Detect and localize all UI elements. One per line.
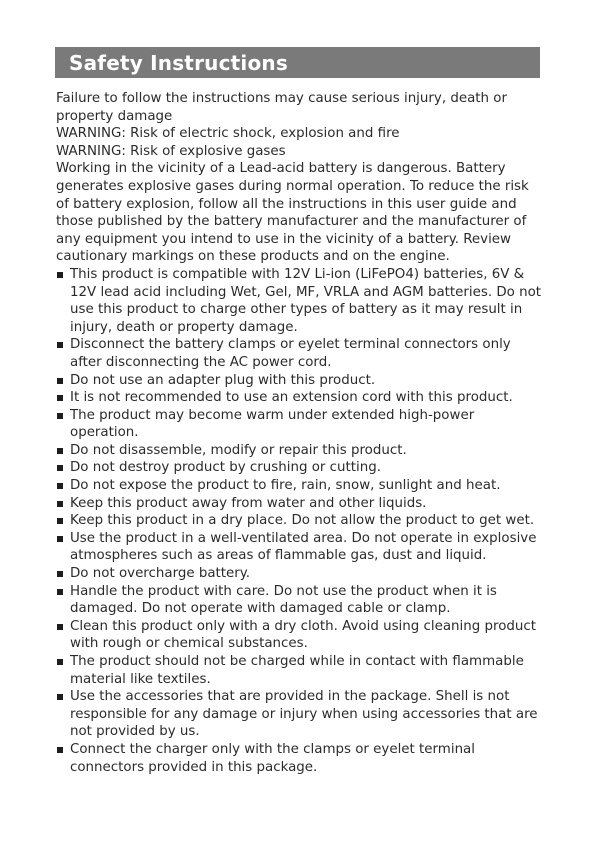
intro-paragraph: Working in the vicinity of a Lead-acid battery is dangerous. Battery generates explosive gases during normal operation. To reduce the risk of battery explosion, follow all the instructions in this user guide and those published by the battery manufacturer and the manufacturer of any equipment you intend to use in the vicinity of a battery. Review cautionary markings on these products and on the engine. xyxy=(56,161,529,265)
list-item-text: Do not expose the product to fire, rain, snow, sunlight and heat. xyxy=(70,478,501,494)
list-item xyxy=(56,565,542,583)
section-title: Safety Instructions xyxy=(69,50,288,75)
square-bullet-icon xyxy=(57,342,63,348)
list-item xyxy=(56,741,542,776)
square-bullet-icon xyxy=(57,272,63,278)
section-header-banner xyxy=(55,47,540,78)
square-bullet-icon xyxy=(57,624,63,630)
intro-paragraph: Failure to follow the instructions may cause serious injury, death or property damage xyxy=(56,91,507,124)
square-bullet-icon xyxy=(57,518,63,524)
list-item-text: Do not overcharge battery. xyxy=(70,566,251,582)
list-item-text: The product may become warm under extended high-power operation. xyxy=(70,407,475,441)
square-bullet-icon xyxy=(57,413,63,419)
list-item xyxy=(56,583,542,618)
square-bullet-icon xyxy=(57,501,63,507)
list-item xyxy=(56,618,542,653)
list-item-text: Handle the product with care. Do not use the product when it is damaged. Do not operate with damaged cable or clamp. xyxy=(70,583,497,617)
square-bullet-icon xyxy=(57,395,63,401)
list-item-text: Use the product in a well-ventilated area. Do not operate in explosive atmospheres such as areas of flammable gas, dust and liquid. xyxy=(70,530,537,564)
instructions-body xyxy=(56,90,542,776)
list-item xyxy=(56,688,542,741)
square-bullet-icon xyxy=(57,659,63,665)
list-item xyxy=(56,389,542,407)
list-item xyxy=(56,512,542,530)
square-bullet-icon xyxy=(57,448,63,454)
square-bullet-icon xyxy=(57,747,63,753)
list-item-text: Do not use an adapter plug with this product. xyxy=(70,372,376,388)
list-item xyxy=(56,407,542,442)
list-item xyxy=(56,459,542,477)
list-item xyxy=(56,266,542,336)
list-item-text: The product should not be charged while in contact with flammable material like textiles. xyxy=(70,654,524,687)
list-item xyxy=(56,653,542,688)
list-item-text: This product is compatible with 12V Li-ion (LiFePO4) batteries, 6V & 12V lead acid including Wet, Gel, MF, VRLA and AGM batteries. Do not use this product to charge other types of battery as it may result in injury, death or property damage. xyxy=(70,266,542,335)
list-item xyxy=(56,372,542,390)
square-bullet-icon xyxy=(57,483,63,489)
square-bullet-icon xyxy=(57,536,63,542)
list-item-text: It is not recommended to use an extension cord with this product. xyxy=(70,390,513,406)
warning-line: WARNING: Risk of electric shock, explosion and fire xyxy=(56,126,400,142)
square-bullet-icon xyxy=(57,571,63,577)
list-item-text: Do not destroy product by crushing or cutting. xyxy=(70,460,381,476)
list-item-text: Use the accessories that are provided in the package. Shell is not responsible for any damage or injury when using accessories that are not provided by us. xyxy=(70,689,538,740)
square-bullet-icon xyxy=(57,465,63,471)
list-item xyxy=(56,495,542,513)
list-item-text: Connect the charger only with the clamps or eyelet terminal connectors provided in this package. xyxy=(70,741,475,775)
list-item xyxy=(56,336,542,371)
list-item xyxy=(56,477,542,495)
list-item-text: Keep this product in a dry place. Do not allow the product to get wet. xyxy=(70,513,535,529)
list-item xyxy=(56,442,542,460)
list-item-text: Clean this product only with a dry cloth. Avoid using cleaning product with rough or chemical substances. xyxy=(70,618,537,652)
square-bullet-icon xyxy=(57,694,63,700)
square-bullet-icon xyxy=(57,589,63,595)
safety-bullet-list xyxy=(56,266,542,776)
list-item-text: Disconnect the battery clamps or eyelet terminal connectors only after disconnecting the AC power cord. xyxy=(70,337,511,370)
list-item-text: Do not disassemble, modify or repair this product. xyxy=(70,442,407,458)
list-item xyxy=(56,530,542,565)
list-item-text: Keep this product away from water and other liquids. xyxy=(70,495,427,511)
warning-line: WARNING: Risk of explosive gases xyxy=(56,143,286,159)
square-bullet-icon xyxy=(57,378,63,384)
